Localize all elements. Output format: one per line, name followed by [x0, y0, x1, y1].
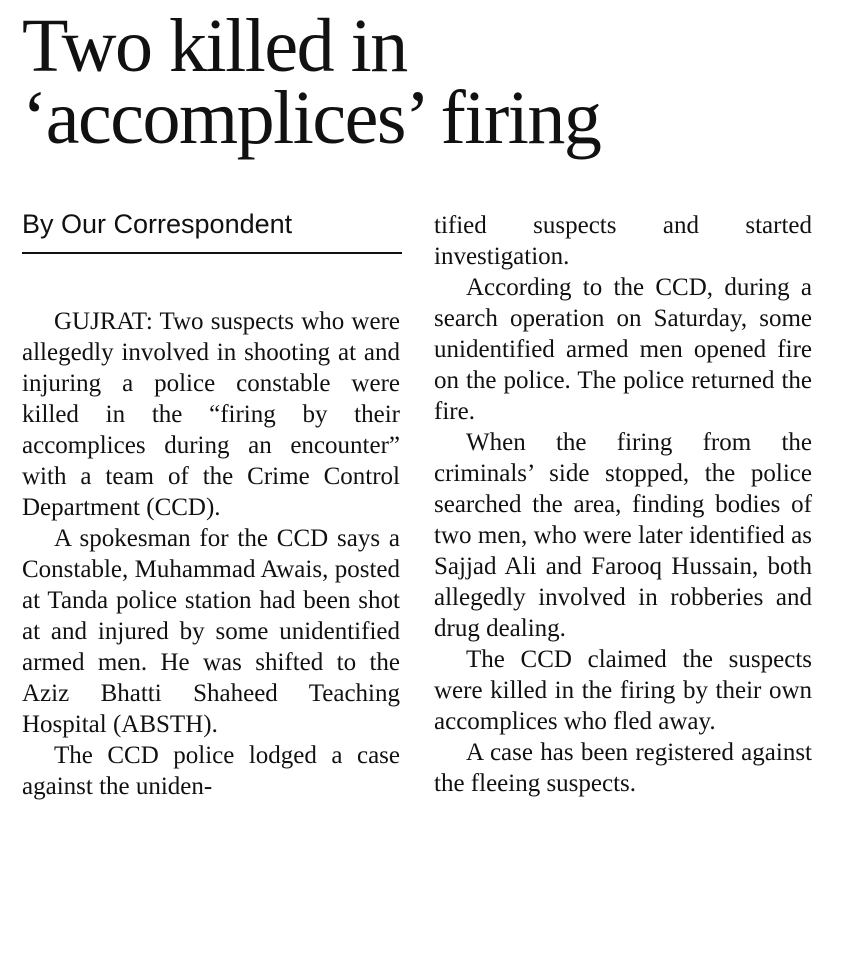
paragraph: The CCD claimed the suspects were killed in the firing by their own accomplices who fled away.	[434, 646, 812, 735]
byline: By Our Correspondent	[22, 206, 402, 254]
paragraph: When the firing from the criminals’ side stopped, the police searched the area, finding bodies of two men, who were later identified as Sajjad Ali and Farooq Hussain, both allegedly involved in robberies and drug dealing.	[434, 429, 812, 642]
paragraph: According to the CCD, during a search operation on Saturday, some unidentified armed men opened fire on the police. The police returned the fire.	[434, 274, 812, 425]
paragraph: The CCD police lodged a case against the uniden-	[22, 742, 400, 800]
paragraph-continued: tified suspects and started investigation.	[434, 212, 812, 270]
headline-line-1: Two killed in	[22, 4, 407, 88]
paragraph: GUJRAT: Two suspects who were allegedly involved in shooting at and injuring a police constable were killed in the “firing by their accomplices during an encounter” with a team of the Crime Control Department (CCD).	[22, 308, 400, 521]
headline	[22, 4, 832, 160]
headline-line-2: ‘accomplices’ firing	[22, 76, 601, 160]
article-column-2	[434, 210, 812, 799]
paragraph: A case has been registered against the fleeing suspects.	[434, 739, 812, 797]
paragraph: A spokesman for the CCD says a Constable, Muhammad Awais, posted at Tanda police station had been shot at and injured by some unidentified armed men. He was shifted to the Aziz Bhatti Shaheed Teaching Hospital (ABSTH).	[22, 525, 400, 738]
article-column-1	[22, 306, 400, 802]
